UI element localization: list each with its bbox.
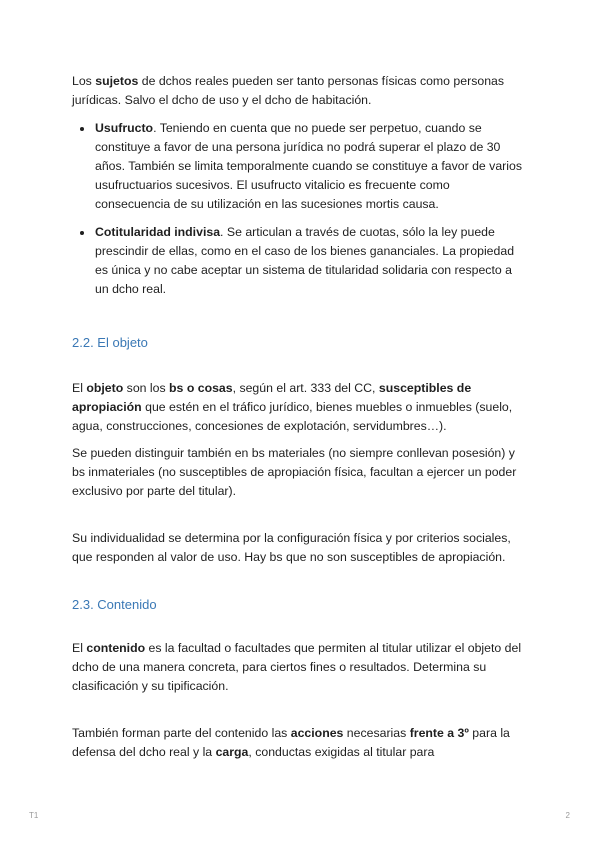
text-run: También forman parte del contenido las xyxy=(72,726,291,740)
bold-term-sujetos: sujetos xyxy=(95,74,139,88)
intro-paragraph xyxy=(72,72,528,110)
text-run: . Se articulan a través de cuotas, sólo la ley puede prescindir de ellas, como en el caso de los bienes gananciales. La propiedad es única y no cabe aceptar un sistema de titularidad solidaria con respecto a un dcho real. xyxy=(95,225,515,296)
text-run: son los xyxy=(123,381,170,395)
text-run: Los xyxy=(72,74,96,88)
bullet-text xyxy=(95,119,528,214)
bullet-item-cotitularidad xyxy=(72,223,528,299)
objeto-paragraph-2: Se pueden distinguir también en bs materiales (no siempre conllevan posesión) y bs inmateriales (no susceptibles de apropiación física, facultan a ejercer un poder exclusivo por parte del titular). xyxy=(72,446,517,498)
bold-term-objeto: objeto xyxy=(86,381,124,395)
bold-term-susceptibles: susceptibles de apropiación xyxy=(72,381,472,414)
bold-term-usufructo: Usufructo xyxy=(95,121,154,135)
bold-term-contenido: contenido xyxy=(86,641,146,655)
text-run: es la facultad o facultades que permiten al titular utilizar el objeto del dcho de una manera concreta, para ciertos fines o resultados. Determina su clasificación y su tipificación. xyxy=(72,641,522,693)
bullet-text xyxy=(95,223,528,299)
text-run: El xyxy=(72,381,87,395)
objeto-paragraph-3: Su individualidad se determina por la configuración física y por criterios sociales, que responden al valor de uso. Hay bs que no son susceptibles de apropiación. xyxy=(72,531,511,564)
bold-term-cotitularidad: Cotitularidad indivisa xyxy=(95,225,221,239)
text-run: , según el art. 333 del CC, xyxy=(232,381,379,395)
text-run: El xyxy=(72,641,87,655)
bold-term-frente-a-3: frente a 3º xyxy=(409,726,469,740)
document-body xyxy=(72,72,528,762)
text-run: que estén en el tráfico jurídico, bienes muebles o inmuebles (suelo, agua, construcciones, concesiones de explotación, servidumbres…). xyxy=(72,400,513,433)
bullet-list xyxy=(72,119,528,299)
contenido-paragraph-2 xyxy=(72,724,528,762)
objeto-paragraph-1 xyxy=(72,379,528,436)
text-run: para la defensa del dcho real y la xyxy=(72,726,510,759)
page-number: 2 xyxy=(565,811,570,820)
bold-term-carga: carga xyxy=(215,745,249,759)
bold-term-acciones: acciones xyxy=(290,726,344,740)
contenido-paragraph-1 xyxy=(72,639,528,696)
bold-term-bs-o-cosas: bs o cosas xyxy=(169,381,233,395)
text-run: , conductas exigidas al titular para xyxy=(248,745,435,759)
text-run: necesarias xyxy=(343,726,410,740)
heading-el-objeto: 2.2. El objeto xyxy=(72,335,148,350)
footer-label: T1 xyxy=(29,811,39,820)
text-run: de dchos reales pueden ser tanto personas físicas como personas jurídicas. Salvo el dcho de uso y el dcho de habitación. xyxy=(72,74,505,107)
heading-contenido: 2.3. Contenido xyxy=(72,597,157,612)
bullet-item-usufructo xyxy=(72,119,528,214)
text-run: . Teniendo en cuenta que no puede ser perpetuo, cuando se constituye a favor de una persona jurídica no podrá superar el plazo de 30 años. También se limita temporalmente cuando se constituye a favor de varios usufructuarios sucesivos. El usufructo vitalicio es frecuente como consecuencia de su utilización en las sucesiones mortis causa. xyxy=(95,121,522,211)
